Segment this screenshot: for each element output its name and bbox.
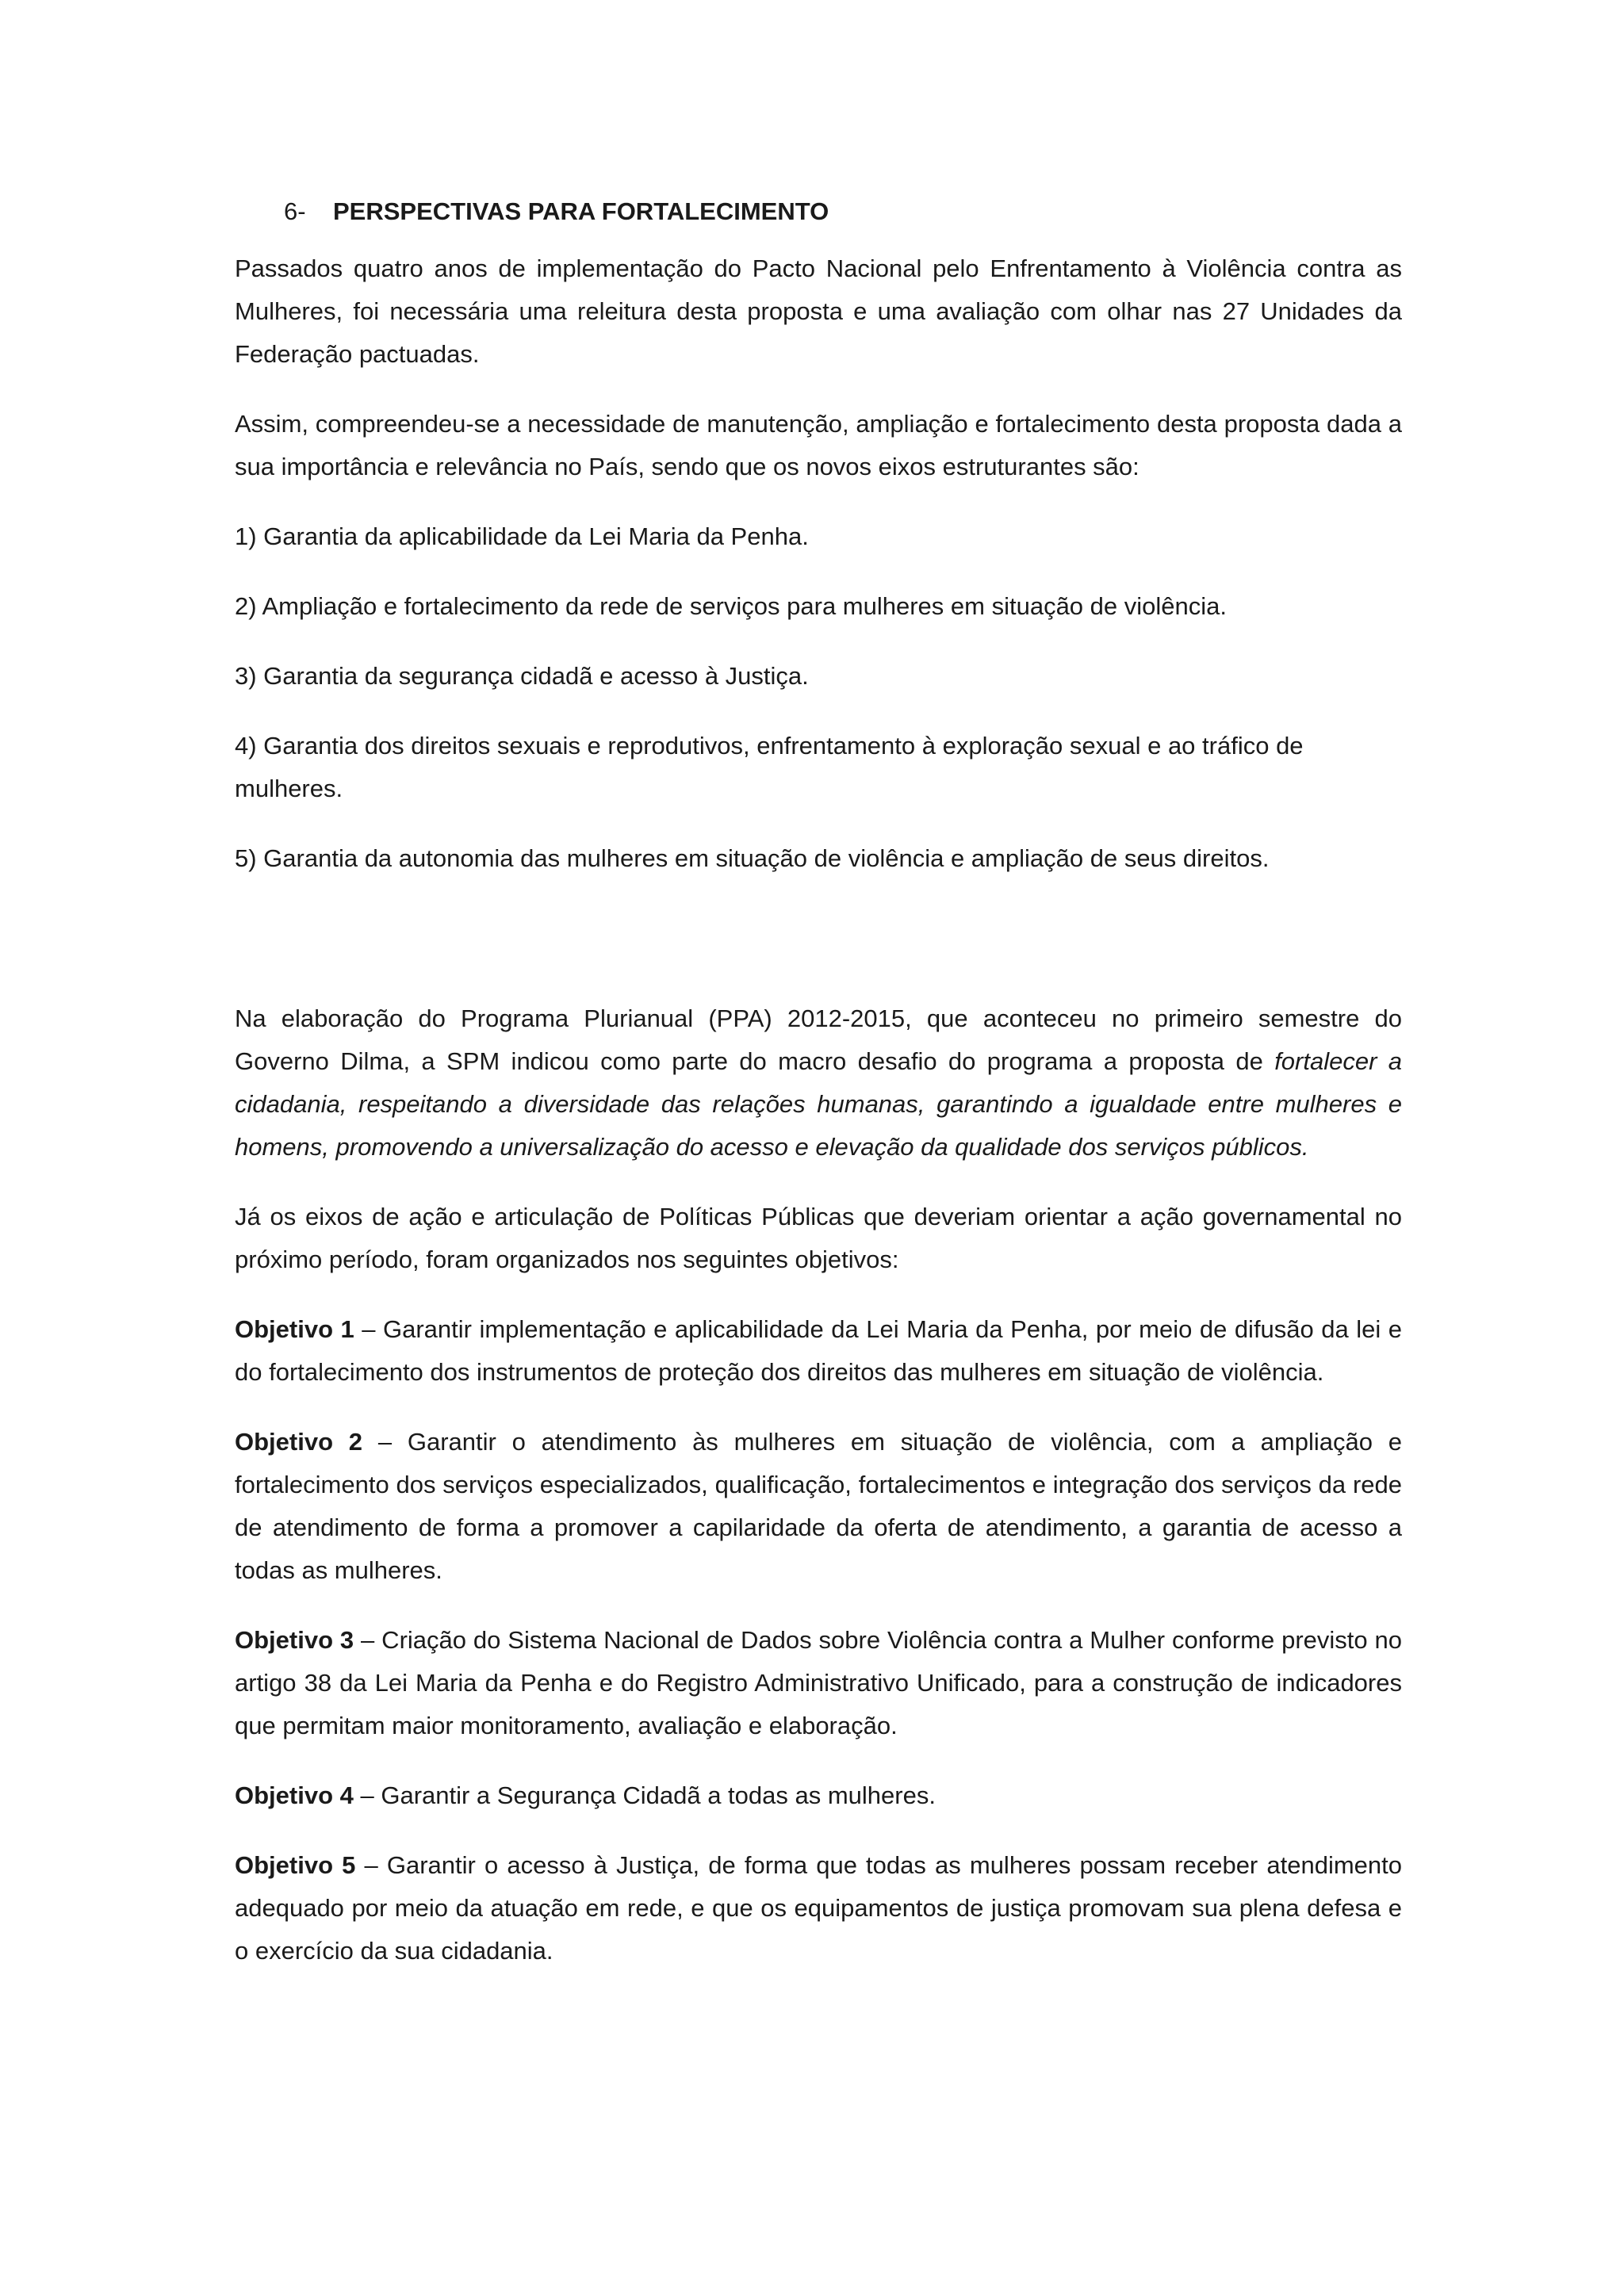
- objetivo-label: Objetivo 4: [235, 1781, 354, 1809]
- ppa-intro-text: Na elaboração do Programa Plurianual (PPA) 2012-2015, que aconteceu no primeiro semestre do Governo Dilma, a SPM indicou como parte do macro desafio do programa a proposta de: [235, 1004, 1402, 1075]
- objetivo-text: – Garantir o atendimento às mulheres em situação de violência, com a ampliação e fortalecimento dos serviços especializados, qualificação, fortalecimentos e integração dos serviços da rede de atendimento de forma a promover a capilaridade da oferta de atendimento, a garantia de acesso a todas as mulheres.: [235, 1428, 1402, 1584]
- objetivo-label: Objetivo 2: [235, 1428, 363, 1456]
- spacer: [235, 907, 1402, 997]
- objetivo-text: – Garantir implementação e aplicabilidade da Lei Maria da Penha, por meio de difusão da lei e do fortalecimento dos instrumentos de proteção dos direitos das mulheres em situação de violência.: [235, 1315, 1402, 1386]
- paragraph-intro: Passados quatro anos de implementação do Pacto Nacional pelo Enfrentamento à Violência contra as Mulheres, foi necessária uma releitura desta proposta e uma avaliação com olhar nas 27 Unidades da Federação pactuadas.: [235, 254, 1402, 368]
- objetivo-2: [235, 1421, 1402, 1592]
- section-title: PERSPECTIVAS PARA FORTALECIMENTO: [333, 197, 829, 225]
- paragraph-eixos-intro: Assim, compreendeu-se a necessidade de manutenção, ampliação e fortalecimento desta proposta dada a sua importância e relevância no País, sendo que os novos eixos estruturantes são:: [235, 410, 1402, 480]
- paragraph-ppa: [235, 997, 1402, 1169]
- eixo-item-3: 3) Garantia da segurança cidadã e acesso à Justiça.: [235, 662, 809, 690]
- objetivo-text: – Garantir a Segurança Cidadã a todas as mulheres.: [353, 1781, 936, 1809]
- objetivo-4: [235, 1774, 1402, 1817]
- eixo-item-5: 5) Garantia da autonomia das mulheres em situação de violência e ampliação de seus direitos.: [235, 844, 1270, 872]
- eixo-item-4: 4) Garantia dos direitos sexuais e reprodutivos, enfrentamento à exploração sexual e ao tráfico de mulheres.: [235, 732, 1304, 802]
- objetivo-text: – Garantir o acesso à Justiça, de forma que todas as mulheres possam receber atendimento adequado por meio da atuação em rede, e que os equipamentos de justiça promovam sua plena defesa e o exercício da sua cidadania.: [235, 1851, 1402, 1965]
- eixo-item-2: 2) Ampliação e fortalecimento da rede de serviços para mulheres em situação de violência.: [235, 592, 1227, 620]
- section-number: 6-: [284, 197, 306, 225]
- objetivo-text: – Criação do Sistema Nacional de Dados sobre Violência contra a Mulher conforme previsto no artigo 38 da Lei Maria da Penha e do Registro Administrativo Unificado, para a construção de indicadores que permitam maior monitoramento, avaliação e elaboração.: [235, 1626, 1402, 1739]
- objetivo-3: [235, 1619, 1402, 1747]
- objetivo-label: Objetivo 1: [235, 1315, 354, 1343]
- document-body: [235, 190, 1402, 1999]
- objetivo-label: Objetivo 5: [235, 1851, 356, 1879]
- objetivo-label: Objetivo 3: [235, 1626, 354, 1654]
- eixo-item-1: 1) Garantia da aplicabilidade da Lei Maria da Penha.: [235, 522, 809, 550]
- ppa-italic-text: fortalecer a cidadania, respeitando a diversidade das relações humanas, garantindo a igualdade entre mulheres e homens, promovendo a universalização do acesso e elevação da qualidade dos serviços públicos.: [235, 1047, 1402, 1161]
- section-heading: [284, 190, 1402, 233]
- objetivo-5: [235, 1844, 1402, 1973]
- objetivo-1: [235, 1308, 1402, 1394]
- paragraph-eixos-acao: Já os eixos de ação e articulação de Políticas Públicas que deveriam orientar a ação governamental no próximo período, foram organizados nos seguintes objetivos:: [235, 1203, 1402, 1273]
